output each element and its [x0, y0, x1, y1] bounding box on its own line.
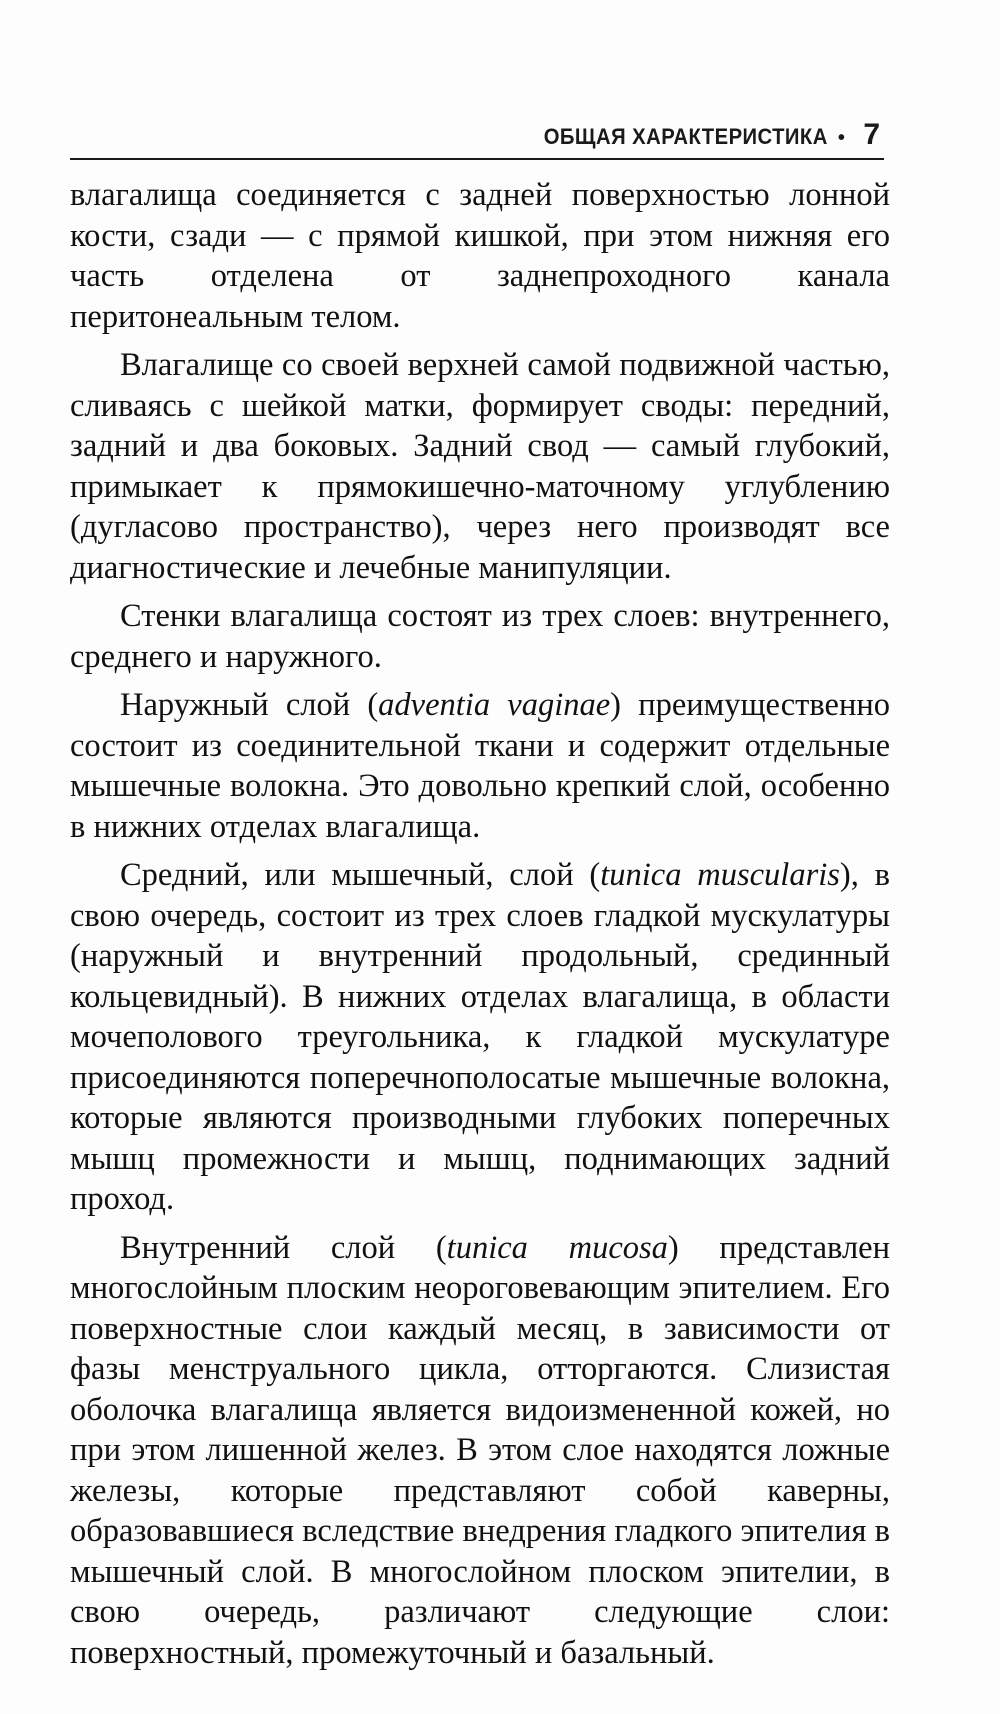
- latin-term-muscularis: tunica muscularis: [600, 857, 840, 893]
- paragraph-4: [70, 685, 890, 847]
- paragraph-4-before: Наружный слой (: [120, 687, 379, 723]
- paragraph-5-after: ), в свою очередь, состоит из трех слоев гладкой мускулатуры (наружный и внутренний продольный, срединный кольцевидный). В нижних отделах влагалища, в области мочеполового треугольника, к гладкой мускулатуре присоединяются поперечнополосатые мышечные волокна, которые являются производными глубоких поперечных мышц промежности и мышц, поднимающих задний проход.: [70, 857, 890, 1217]
- paragraph-2: Влагалище со своей верхней самой подвижной частью, сливаясь с шейкой матки, формирует своды: передний, задний и два боковых. Задний свод — самый глубокий, примыкает к прямокишечно-маточному углублению (дугласово пространство), через него производят все диагностические и лечебные манипуляции.: [70, 347, 890, 586]
- page-number: 7: [863, 118, 880, 151]
- paragraph-6-after: ) представлен многослойным плоским неороговевающим эпителием. Его поверхностные слои каждый месяц, в зависимости от фазы менструального цикла, отторгаются. Слизистая оболочка влагалища является видоизмененной кожей, но при этом лишенной желез. В этом слое находятся ложные железы, которые представляют собой каверны, образовавшиеся вследствие внедрения гладкого эпителия в мышечный слой. В многослойном плоском эпителии, в свою очередь, различают следующие слои: поверхностный, промежуточный и базальный.: [70, 1229, 891, 1671]
- paragraph-6-before: Внутренний слой (: [120, 1229, 447, 1266]
- header-bullet: •: [837, 127, 845, 149]
- latin-term-adventia: adventia vaginae: [378, 687, 611, 723]
- section-title: ОБЩАЯ ХАРАКТЕРИСТИКА: [543, 124, 828, 149]
- paragraph-6: [70, 1228, 890, 1674]
- body-text: [70, 175, 890, 1673]
- running-header: [70, 118, 884, 160]
- paragraph-5-before: Средний, или мышечный, слой (: [120, 857, 601, 893]
- paragraph-5: [70, 855, 890, 1220]
- latin-term-mucosa: tunica mucosa: [446, 1229, 668, 1266]
- paragraph-4-after: ) преимущественно состоит из соединительной ткани и содержит отдельные мышечные волокна. Это довольно крепкий слой, особенно в нижних отделах влагалища.: [70, 687, 890, 845]
- paragraph-1: влагалища соединяется с задней поверхностью лонной кости, сзади — с прямой кишкой, при этом нижняя его часть отделена от заднепроходного канала перитонеальным телом.: [70, 177, 890, 335]
- paragraph-3: Стенки влагалища состоят из трех слоев: внутреннего, среднего и наружного.: [70, 598, 890, 675]
